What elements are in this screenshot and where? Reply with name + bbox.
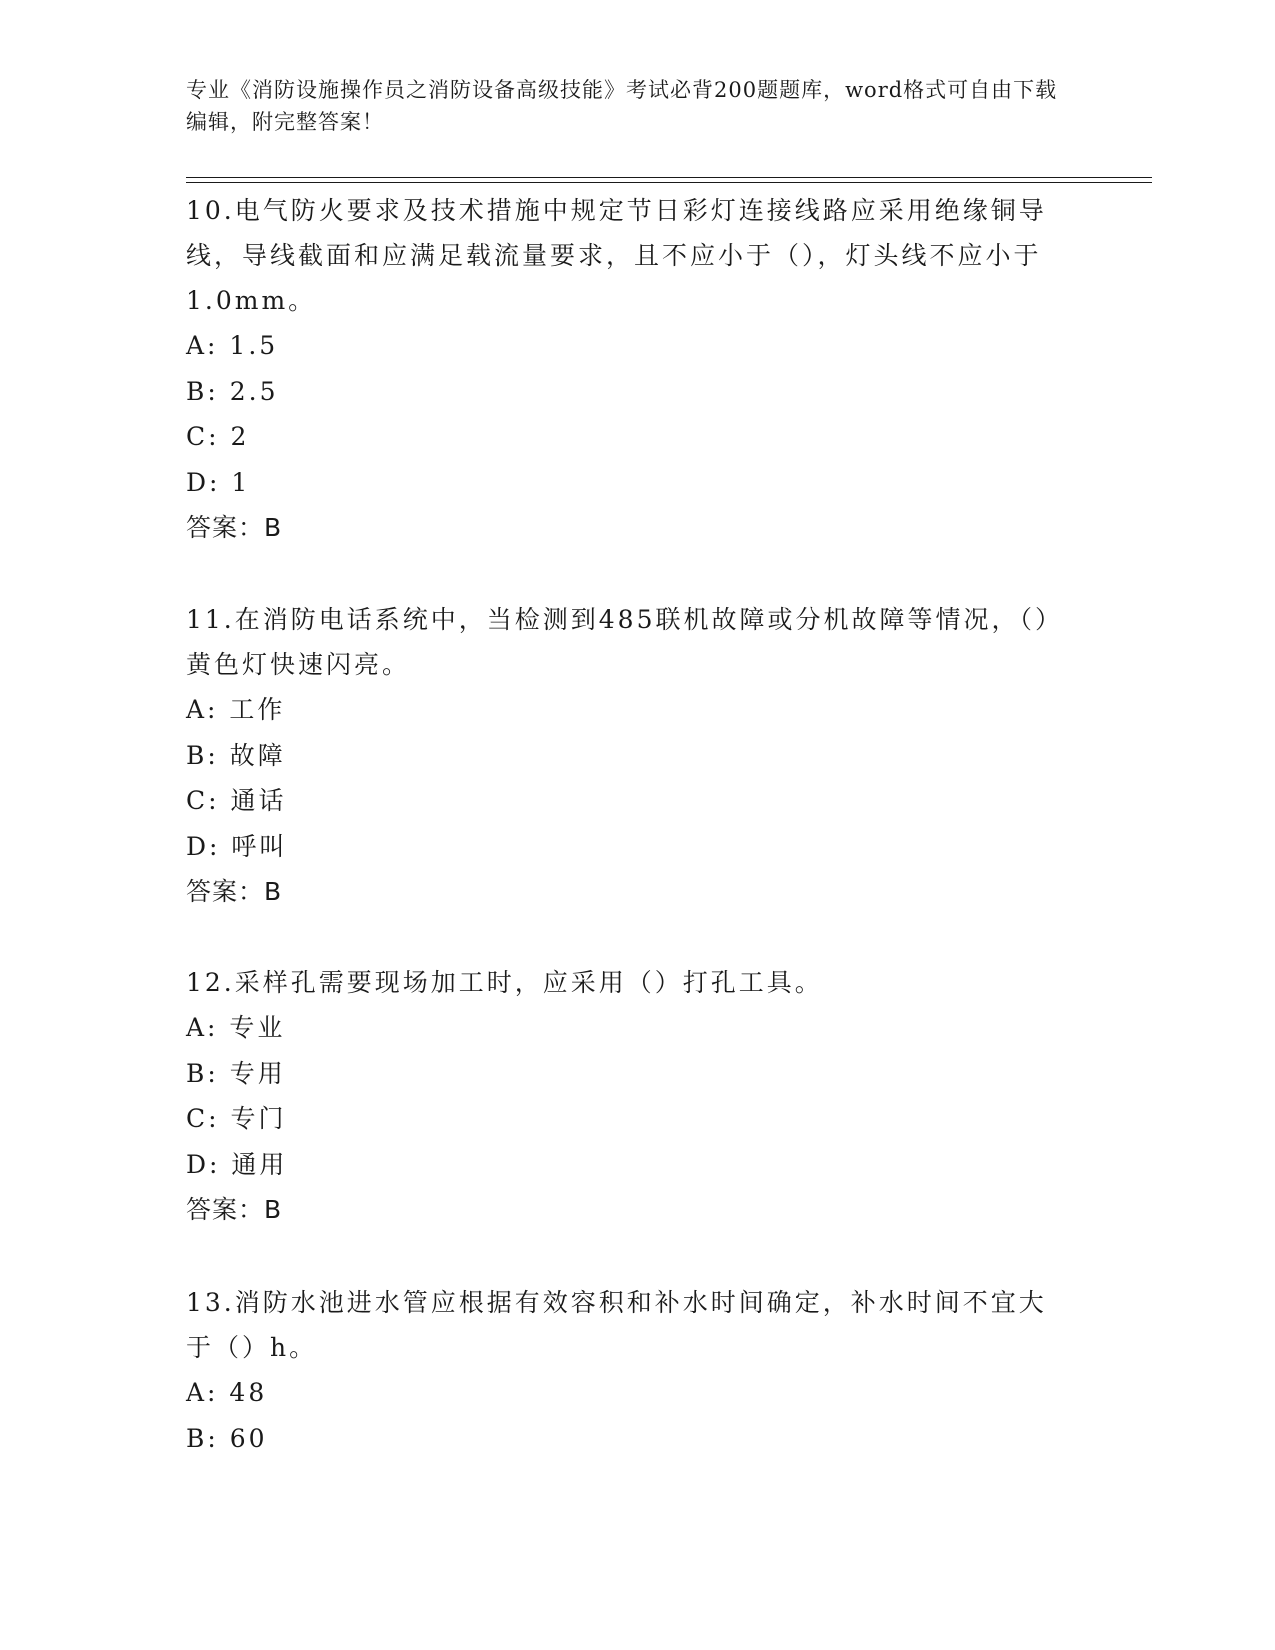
option-d: D: 通用: [186, 1149, 288, 1179]
header-divider-top: [186, 177, 1152, 178]
question-stem: 11.在消防电话系统中，当检测到485联机故障或分机故障等情况，（）黄色灯快速闪亮。: [186, 605, 1063, 679]
option-d: D: 1: [186, 467, 251, 497]
question-13: [186, 1280, 1066, 1461]
answer-line: 答案：B: [186, 877, 283, 906]
question-11: [186, 597, 1066, 915]
header-divider-bottom: [186, 182, 1152, 183]
question-stem: 13.消防水池进水管应根据有效容积和补水时间确定，补水时间不宜大于（）h。: [186, 1288, 1047, 1362]
question-stem: 12.采样孔需要现场加工时，应采用（）打孔工具。: [186, 968, 823, 997]
document-header: [186, 74, 1066, 138]
option-c: C: 2: [186, 422, 250, 451]
option-b: B: 故障: [186, 740, 286, 770]
header-title: 专业《消防设施操作员之消防设备高级技能》考试必背200题题库，word格式可自由下载编辑，附完整答案！: [186, 78, 1058, 134]
option-b: B: 专用: [186, 1058, 286, 1088]
question-12: [186, 960, 1066, 1233]
option-a: A: 专业: [186, 1013, 286, 1042]
option-a: A: 48: [186, 1378, 268, 1407]
question-stem: 10.电气防火要求及技术措施中规定节日彩灯连接线路应采用绝缘铜导线，导线截面和应满足载流量要求，且不应小于（），灯头线不应小于1.0mm。: [186, 196, 1047, 315]
answer-line: 答案：B: [186, 513, 283, 542]
option-c: C: 专门: [186, 1104, 287, 1133]
option-b: B: 60: [186, 1423, 268, 1453]
option-d: D: 呼叫: [186, 831, 288, 861]
option-a: A: 工作: [186, 695, 286, 724]
answer-line: 答案：B: [186, 1195, 283, 1224]
option-c: C: 通话: [186, 786, 287, 815]
option-a: A: 1.5: [186, 331, 279, 360]
option-b: B: 2.5: [186, 376, 279, 406]
question-10: [186, 188, 1066, 551]
